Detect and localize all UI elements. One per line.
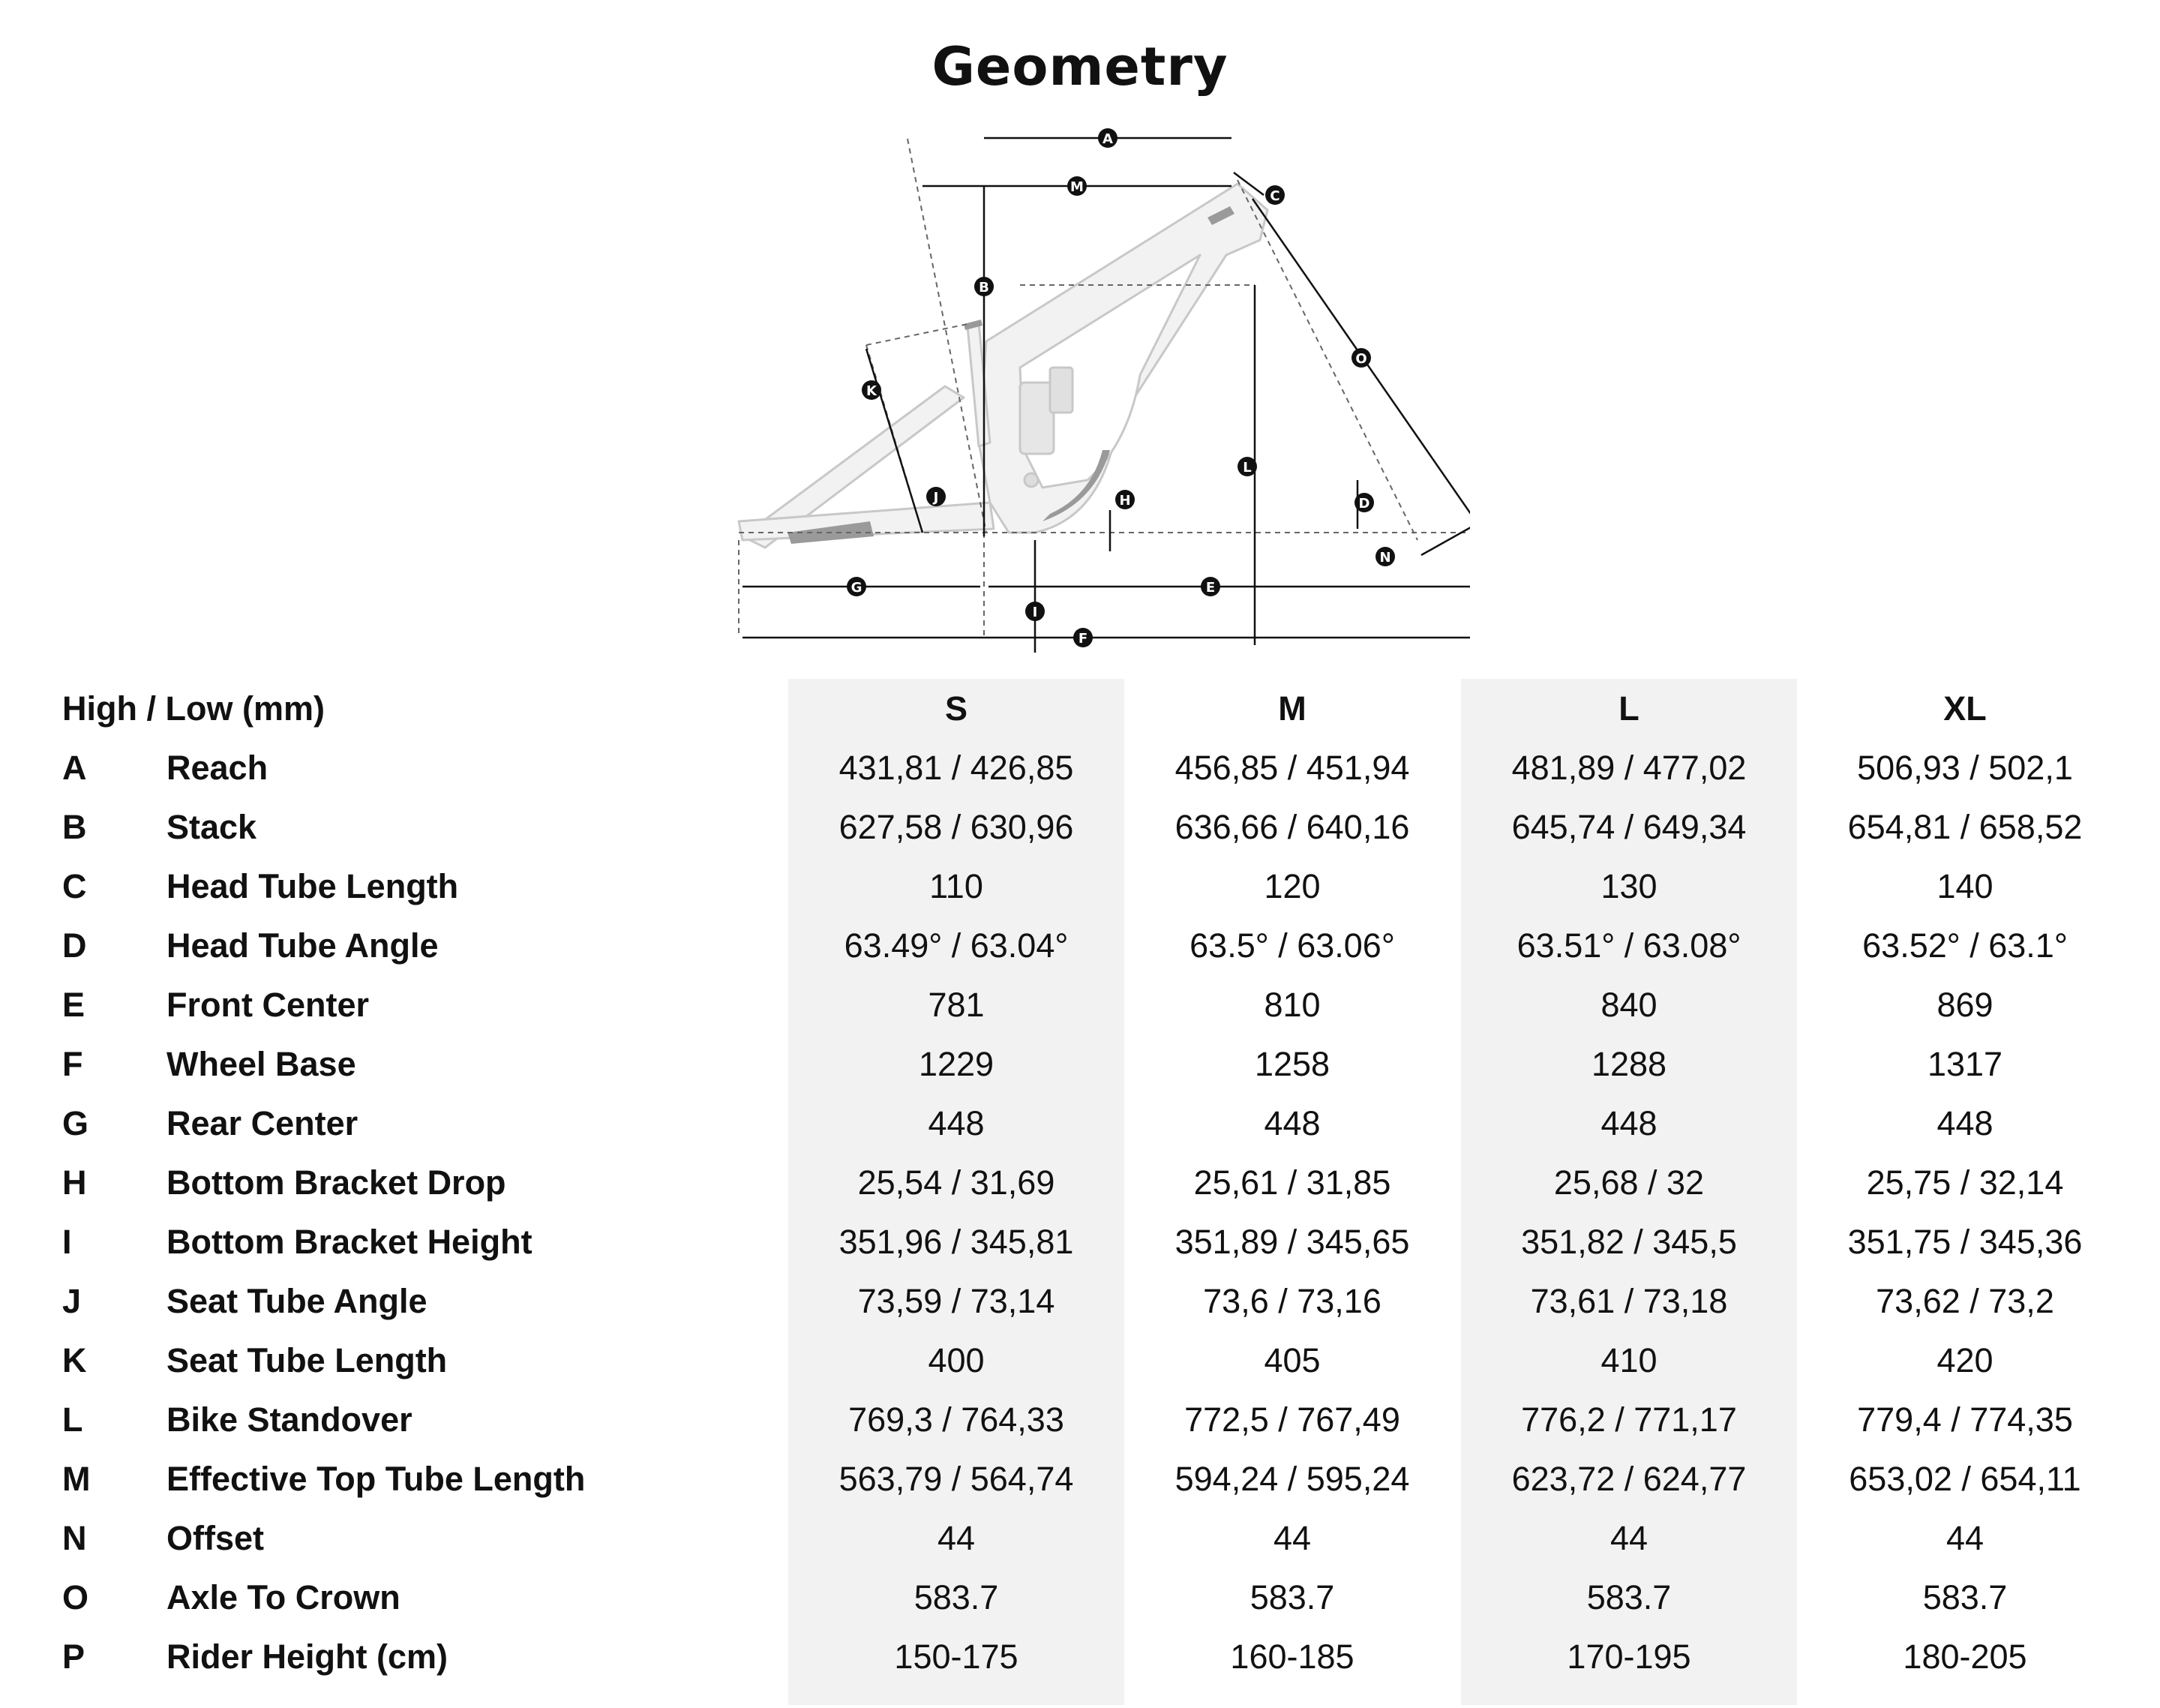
- row-value-m: 448: [1264, 1104, 1321, 1142]
- row-value-s: 448: [928, 1104, 985, 1142]
- size-header-s: S: [944, 689, 968, 728]
- table-row: [0, 1271, 2160, 1331]
- row-parameter-name: Bottom Bracket Drop: [166, 1163, 506, 1202]
- badge-O: [1352, 348, 1371, 368]
- row-value-l: 73,61 / 73,18: [1530, 1282, 1728, 1320]
- row-parameter-name: Offset: [166, 1519, 265, 1557]
- row-value-l: 25,68 / 32: [1553, 1163, 1705, 1202]
- badge-J: [926, 487, 946, 506]
- row-value-l: 410: [1600, 1341, 1658, 1379]
- row-letter: G: [62, 1104, 89, 1142]
- row-value-xl: 448: [1936, 1104, 1994, 1142]
- row-letter: J: [62, 1282, 82, 1320]
- badge-N: [1376, 547, 1395, 566]
- row-value-l: 44: [1610, 1519, 1648, 1557]
- row-value-m: 63.5° / 63.06°: [1190, 926, 1395, 965]
- row-letter: D: [62, 926, 87, 965]
- svg-text:C: C: [1270, 188, 1280, 204]
- row-value-s: 627,58 / 630,96: [838, 808, 1074, 846]
- svg-text:L: L: [1243, 460, 1252, 476]
- row-parameter-name: Wheel Base: [166, 1045, 356, 1083]
- row-value-l: 481,89 / 477,02: [1511, 749, 1747, 787]
- table-row: [0, 738, 2160, 797]
- table-row: [0, 1508, 2160, 1568]
- row-letter: K: [62, 1341, 87, 1379]
- row-letter: E: [62, 986, 86, 1024]
- row-letter: C: [62, 867, 87, 905]
- svg-text:H: H: [1119, 493, 1131, 509]
- table-row: [0, 1094, 2160, 1153]
- table-row: [0, 1331, 2160, 1390]
- row-value-xl: 25,75 / 32,14: [1866, 1163, 2064, 1202]
- row-value-m: 1258: [1254, 1045, 1330, 1083]
- row-value-xl: 63.52° / 63.1°: [1862, 926, 2068, 965]
- row-parameter-name: Bike Standover: [166, 1400, 412, 1439]
- row-value-xl: 180-205: [1903, 1637, 2027, 1676]
- row-value-m: 456,85 / 451,94: [1174, 749, 1410, 787]
- table-row: [0, 1449, 2160, 1508]
- row-parameter-name: Rider Height (cm): [166, 1637, 448, 1676]
- badge-M: [1067, 176, 1087, 196]
- row-value-xl: 869: [1936, 986, 1994, 1024]
- row-letter: I: [62, 1223, 72, 1261]
- badge-I: [1025, 602, 1045, 621]
- row-value-s: 110: [929, 867, 983, 905]
- row-letter: A: [62, 749, 87, 787]
- page-title: Geometry: [932, 36, 1228, 98]
- row-value-m: 810: [1264, 986, 1321, 1024]
- row-value-xl: 653,02 / 654,11: [1849, 1460, 2081, 1498]
- row-parameter-name: Front Center: [166, 986, 369, 1024]
- row-value-m: 44: [1273, 1519, 1312, 1557]
- row-value-s: 44: [937, 1519, 976, 1557]
- badge-D: [1354, 493, 1374, 512]
- row-value-xl: 420: [1936, 1341, 1994, 1379]
- svg-text:F: F: [1078, 631, 1088, 647]
- row-parameter-name: Bottom Bracket Height: [166, 1223, 532, 1261]
- svg-text:J: J: [933, 490, 939, 506]
- row-value-l: 623,72 / 624,77: [1511, 1460, 1747, 1498]
- row-value-l: 170-195: [1567, 1637, 1691, 1676]
- svg-text:O: O: [1355, 351, 1367, 367]
- svg-text:K: K: [866, 383, 877, 399]
- row-letter: O: [62, 1578, 89, 1616]
- svg-text:M: M: [1070, 179, 1084, 195]
- badge-H: [1115, 490, 1135, 509]
- size-header-l: L: [1618, 689, 1640, 728]
- badge-B: [974, 277, 994, 296]
- svg-text:B: B: [979, 280, 989, 296]
- table-row: [0, 916, 2160, 975]
- table-row: [0, 797, 2160, 857]
- row-value-s: 73,59 / 73,14: [857, 1282, 1055, 1320]
- row-letter: H: [62, 1163, 87, 1202]
- badge-A: [1098, 128, 1118, 148]
- row-value-xl: 779,4 / 774,35: [1857, 1400, 2073, 1439]
- row-parameter-name: Reach: [166, 749, 268, 787]
- table-row: [0, 1153, 2160, 1212]
- svg-text:I: I: [1032, 605, 1038, 620]
- svg-text:A: A: [1102, 131, 1113, 147]
- row-parameter-name: Seat Tube Length: [166, 1341, 448, 1379]
- row-value-s: 431,81 / 426,85: [838, 749, 1074, 787]
- table-row: [0, 1390, 2160, 1449]
- row-value-xl: 140: [1936, 867, 1994, 905]
- row-value-s: 563,79 / 564,74: [838, 1460, 1074, 1498]
- row-value-s: 781: [928, 986, 985, 1024]
- row-value-l: 130: [1600, 867, 1658, 905]
- row-letter: B: [62, 808, 87, 846]
- badge-K: [862, 380, 881, 400]
- row-value-s: 25,54 / 31,69: [857, 1163, 1055, 1202]
- badge-G: [847, 577, 866, 596]
- row-value-l: 351,82 / 345,5: [1521, 1223, 1737, 1261]
- table-row: [0, 1627, 2160, 1686]
- row-value-xl: 583.7: [1922, 1578, 2008, 1616]
- svg-text:D: D: [1358, 496, 1370, 512]
- row-value-m: 405: [1264, 1341, 1321, 1379]
- badge-L: [1238, 457, 1257, 476]
- units-label: High / Low (mm): [62, 689, 325, 728]
- row-parameter-name: Rear Center: [166, 1104, 358, 1142]
- row-value-l: 776,2 / 771,17: [1521, 1400, 1737, 1439]
- row-value-m: 351,89 / 345,65: [1174, 1223, 1410, 1261]
- badge-F: [1073, 628, 1093, 647]
- row-value-l: 448: [1600, 1104, 1658, 1142]
- row-value-m: 636,66 / 640,16: [1174, 808, 1410, 846]
- row-value-m: 73,6 / 73,16: [1203, 1282, 1382, 1320]
- table-header-row: [0, 679, 2160, 738]
- row-value-m: 772,5 / 767,49: [1184, 1400, 1400, 1439]
- table-row: [0, 975, 2160, 1034]
- table-row: [0, 857, 2160, 916]
- table-row: [0, 1568, 2160, 1627]
- row-letter: F: [62, 1045, 83, 1083]
- row-parameter-name: Head Tube Length: [166, 867, 459, 905]
- row-letter: M: [62, 1460, 91, 1498]
- row-value-l: 840: [1600, 986, 1658, 1024]
- row-value-m: 583.7: [1250, 1578, 1335, 1616]
- row-letter: L: [62, 1400, 83, 1439]
- svg-text:E: E: [1205, 580, 1216, 596]
- svg-text:G: G: [850, 580, 862, 596]
- row-value-s: 400: [928, 1341, 985, 1379]
- row-value-s: 769,3 / 764,33: [848, 1400, 1064, 1439]
- row-value-s: 63.49° / 63.04°: [844, 926, 1069, 965]
- size-header-m: M: [1278, 689, 1306, 728]
- row-value-s: 583.7: [914, 1578, 999, 1616]
- row-value-s: 351,96 / 345,81: [838, 1223, 1074, 1261]
- row-value-l: 1288: [1591, 1045, 1667, 1083]
- row-letter: P: [62, 1637, 86, 1676]
- badge-E: [1201, 577, 1220, 596]
- bike-frame-silhouette: [739, 184, 1268, 548]
- row-value-m: 160-185: [1230, 1637, 1354, 1676]
- row-value-xl: 506,93 / 502,1: [1857, 749, 2073, 787]
- row-value-s: 150-175: [894, 1637, 1018, 1676]
- row-value-l: 63.51° / 63.08°: [1516, 926, 1742, 965]
- row-value-l: 645,74 / 649,34: [1511, 808, 1747, 846]
- row-parameter-name: Stack: [166, 808, 257, 846]
- row-value-xl: 654,81 / 658,52: [1847, 808, 2083, 846]
- row-parameter-name: Seat Tube Angle: [166, 1282, 428, 1320]
- row-letter: N: [62, 1519, 87, 1557]
- row-value-s: 1229: [918, 1045, 994, 1083]
- row-value-xl: 1317: [1927, 1045, 2003, 1083]
- row-value-xl: 351,75 / 345,36: [1847, 1223, 2083, 1261]
- row-value-m: 120: [1264, 867, 1321, 905]
- size-header-xl: XL: [1943, 689, 1987, 728]
- row-value-m: 25,61 / 31,85: [1193, 1163, 1391, 1202]
- row-value-m: 594,24 / 595,24: [1174, 1460, 1410, 1498]
- row-value-xl: 73,62 / 73,2: [1876, 1282, 2054, 1320]
- row-parameter-name: Axle To Crown: [166, 1578, 400, 1616]
- row-value-l: 583.7: [1586, 1578, 1672, 1616]
- bike-geometry-diagram: [720, 128, 1470, 660]
- row-parameter-name: Head Tube Angle: [166, 926, 439, 965]
- badge-C: [1265, 185, 1285, 205]
- svg-text:N: N: [1379, 550, 1391, 566]
- row-value-xl: 44: [1946, 1519, 1984, 1557]
- table-row: [0, 1212, 2160, 1271]
- row-parameter-name: Effective Top Tube Length: [166, 1460, 586, 1498]
- table-row: [0, 1034, 2160, 1094]
